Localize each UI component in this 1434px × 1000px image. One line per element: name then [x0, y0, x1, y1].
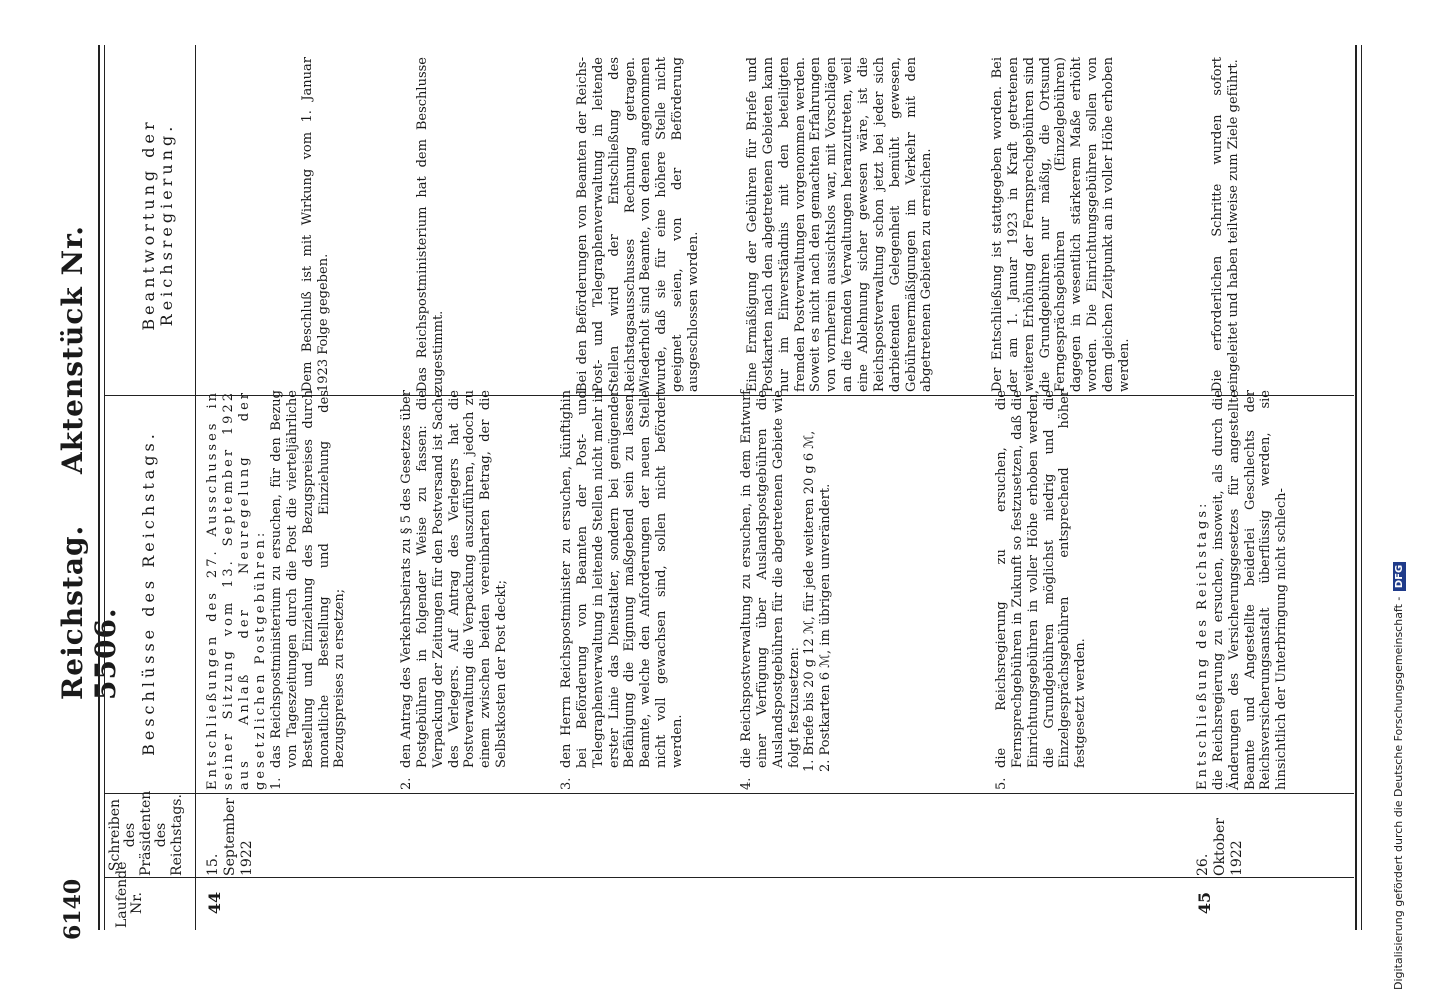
sub-item: 2. Postkarten 6 ℳ, im übrigen unverändert.	[818, 483, 834, 772]
answer-text: Der Entschließung ist stattgegeben worden. Bei der am 1. Januar 1923 in Kraft getretenen weiteren Erhöhung der Fernsprechgebühren sind die Grundgebühren nur mäßig, die Ortsund Ferngesprächsgebühren (Einzelgebühren) dagegen in wesentlich stärkerem Maße erhöht worden. Die Einrichtungsgebühren sollen von dem gleichen Zeitpunkt an in voller Höhe erhoben werden.	[990, 57, 1132, 392]
answer-text: Bei den Beförderungen von Beamten der Reichs-Post- und Telegraphenverwaltung in leitende Stellen wird der Entschließung des Reichstagsausschusses Rechnung getragen. Wiederholt sind Beamte, von denen angenommen wurde, daß sie für eine höhere Stelle nicht geeignet seien, von der Beförderung ausgeschlossen worden.	[575, 57, 702, 392]
column-separator	[104, 877, 1354, 878]
sub-item: 1. Briefe bis 20 g 12 ℳ, für jede weiteren 20 g 6 ℳ,	[802, 430, 818, 772]
item-text: das Reichspostministerium zu ersuchen, für den Bezug von Tageszeitungen durch die Post die vierteljährliche Bestellung und Einziehung des Bezugspreises durch monatliche Bestellung und Einziehung des Bezugspreises zu ersetzen;	[269, 390, 348, 768]
digitization-note	[1392, 0, 1406, 1000]
decision-item	[990, 390, 1089, 790]
decision-heading: Entschließungen des 27. Ausschusses in seiner Sitzung vom 13. September 1922 aus Anlaß der Neuregelung der gesetzlichen Postgebühren:	[205, 390, 268, 790]
header-letter: Schreiben des Präsidenten des Reichstags.	[107, 790, 185, 876]
running-title-left: Reichstag.	[56, 524, 89, 700]
dfg-logo: DFG	[1393, 562, 1406, 591]
item-number: 1.	[269, 777, 284, 790]
bottom-rule	[1355, 45, 1362, 930]
entry-date: 26. Oktober 1922	[1195, 818, 1245, 876]
item-number: 2.	[399, 777, 414, 790]
entry-date: 15. September 1922	[205, 798, 255, 876]
item-text: die Reichspostverwaltung zu ersuchen, in dem Entwurf einer Verfügung über Auslandspostgebühren die Auslandspostgebühren für die abgetretenen Gebiete wie folgt festzusetzen:	[739, 390, 802, 768]
entry-number: 45	[1195, 891, 1214, 915]
item-text: den Antrag des Verkehrsbeirats zu § 5 des Gesetzes über Postgebühren in folgender Weise zu fassen: die Verpackung der Zeitungen für den Postversand ist Sache des Verlegers. Auf Antrag des Verlegers hat die Postverwaltung die Verpackung auszuführen, jedoch zu einem zwischen beiden vereinbarten Betrag, der die Selbstkosten der Post deckt;	[399, 390, 510, 768]
header-decisions: Beschlüsse des Reichstags.	[139, 430, 158, 756]
header-number: Laufende Nr.	[114, 861, 146, 928]
decision-text: die Reichsregierung zu ersuchen, insoweit, als durch die Änderungen des Versicherungsgesetzes für angestellte Beamte und Angestellte beiderlei Geschlechts der Reichsversicherungsanstalt überflüssig werden, sie hinsichtlich der Unterbringung nicht schlech-	[1210, 390, 1290, 790]
entry-decision	[1195, 390, 1290, 790]
answer-text: Dem Beschluß ist mit Wirkung vom 1. Januar 1923 Folge gegeben.	[300, 57, 331, 392]
page-number: 6140	[60, 878, 86, 940]
item-number: 3.	[559, 777, 574, 790]
item-text: den Herrn Reichspostminister zu ersuchen, künftighin bei Beförderung von Beamten der Post- und Telegraphenverwaltung in leitende Stellen nicht mehr in erster Linie das Dienstalter, sondern bei genügender Befähigung die Eignung maßgebend sein zu lassen. Beamte, welche den Anforderungen der neuen Stelle nicht voll gewachsen sind, sollen nicht befördert werden.	[559, 390, 686, 768]
column-separator	[104, 793, 1354, 794]
decision-item	[265, 390, 348, 790]
answer-text: Eine Ermäßigung der Gebühren für Briefe und Postkarten nach den abgetretenen Gebieten kann nur im Einverständnis mit den beteiligten fremden Postverwaltungen vorgenommen werden. Soweit es nicht nach den gemachten Erfahrungen von vornherein aussichtslos war, mit Vorschlägen an die fremden Verwaltungen heranzutreten, weil eine Ablehnung sicher gewesen wäre, ist die Reichspostverwaltung schon jetzt bei jeder sich darbietenden Gelegenheit bemüht gewesen, Gebührenermäßigungen im Verkehr mit den abgetretenen Gebieten zu erreichen.	[745, 57, 935, 392]
item-number: 4.	[739, 777, 754, 790]
decision-item	[395, 390, 510, 790]
top-rule	[98, 45, 105, 930]
header-answer: Beantwortung der Reichsregierung.	[139, 118, 176, 331]
header-underline	[195, 45, 196, 930]
page-header	[52, 60, 122, 940]
digitization-text: Digitalisierung gefördert durch die Deutsche Forschungsgemeinschaft -	[1392, 596, 1405, 990]
decision-item	[735, 390, 834, 790]
item-number: 5.	[994, 777, 1009, 790]
item-text: die Reichsregierung zu ersuchen, die Fernsprechgebühren in Zukunft so festzusetzen, daß die Einrichtungsgebühren in voller Höhe erhoben werden, die Grundgebühren möglichst niedrig und die Einzelgesprächsgebühren entsprechend höher festgesetzt werden.	[994, 390, 1089, 768]
answer-text: Das Reichspostministerium hat dem Beschlusse zugestimmt.	[415, 57, 446, 392]
running-title-right: Aktenstück Nr. 5506.	[56, 224, 122, 700]
entry-number: 44	[205, 891, 224, 915]
decision-item	[555, 390, 686, 790]
running-title	[56, 140, 122, 700]
entry-decision-heading	[205, 390, 268, 790]
answer-text: Die erforderlichen Schritte wurden sofort eingeleitet und haben teilweise zum Ziele geführt.	[1210, 57, 1241, 392]
decision-heading: Entschließung des Reichstags:	[1195, 500, 1210, 790]
